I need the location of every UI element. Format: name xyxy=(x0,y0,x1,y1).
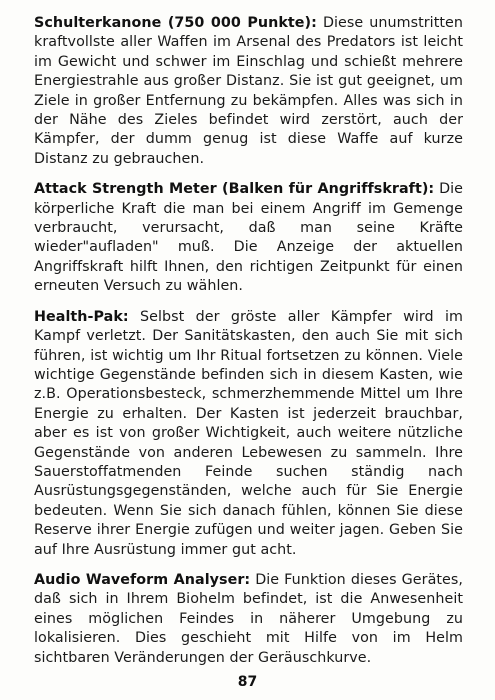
entry-audio-waveform-analyser xyxy=(34,571,463,668)
entry-text: Die körperliche Kraft die man bei einem Angriff im Gemenge verbraucht, verursacht, daß man seine Kräfte wieder"aufladen" muß. Die Anzeige der aktuellen Angriffskraft hilft Ihnen, den richtigen Zeitpunkt für einen erneuten Versuch zu wählen. xyxy=(34,181,463,295)
entry-term: Attack Strength Meter (Balken für Angriffskraft): xyxy=(34,181,435,198)
entry-term: Schulterkanone (750 000 Punkte): xyxy=(34,15,317,31)
entry-schulterkanone xyxy=(34,14,463,169)
entry-text: Diese unumstritten kraftvollste aller Waffen im Arsenal des Predators ist leicht im Gewicht und schwer im Einschlag und schießt mehrere Energiestrahle aus großer Distanz. Sie ist gut geeignet, um Ziele in großer Entfernung zu bekämpfen. Alles was sich in der Nähe des Zieles befindet wird zerstört, auch der Kämpfer, der dumm genug ist diese Waffe auf kurze Distanz zu gebrauchen. xyxy=(34,15,463,167)
entry-text: Selbst der gröste aller Kämpfer wird im Kampf verletzt. Der Sanitätskasten, den auch Sie mit sich führen, ist wichtig um Ihr Ritual fortsetzen zu können. Viele wichtige Gegenstände befinden sich in diesem Kasten, wie z.B. Operationsbesteck, schmerzhemmende Mittel um Ihre Energie zu erhalten. Der Kasten ist jederzeit brauchbar, aber es ist von großer Wichtigkeit, auch weitere nützliche Gegenstände von anderen Lebewesen zu sammeln. Ihre Sauerstoffatmenden Feinde suchen ständig nach Ausrüstungsgegenständen, welche auch für Sie Energie bedeuten. Wenn Sie sich danach fühlen, können Sie diese Reserve ihrer Energie zufügen und weiter jagen. Geben Sie auf Ihre Ausrüstung immer gut acht. xyxy=(34,308,463,558)
entry-term: Health-Pak: xyxy=(34,308,129,325)
entry-text: Die Funktion dieses Gerätes, daß sich in Ihrem Biohelm befindet, ist die Anwesenheit eines möglichen Feindes in näherer Umgebung zu lokalisieren. Dies geschieht mit Hilfe von im Helm sichtbaren Veränderungen der Geräuschkurve. xyxy=(34,571,463,666)
entry-term: Audio Waveform Analyser: xyxy=(34,571,251,588)
page-number: 87 xyxy=(237,674,258,690)
entry-health-pak xyxy=(34,308,463,560)
entry-attack-strength-meter xyxy=(34,180,463,296)
